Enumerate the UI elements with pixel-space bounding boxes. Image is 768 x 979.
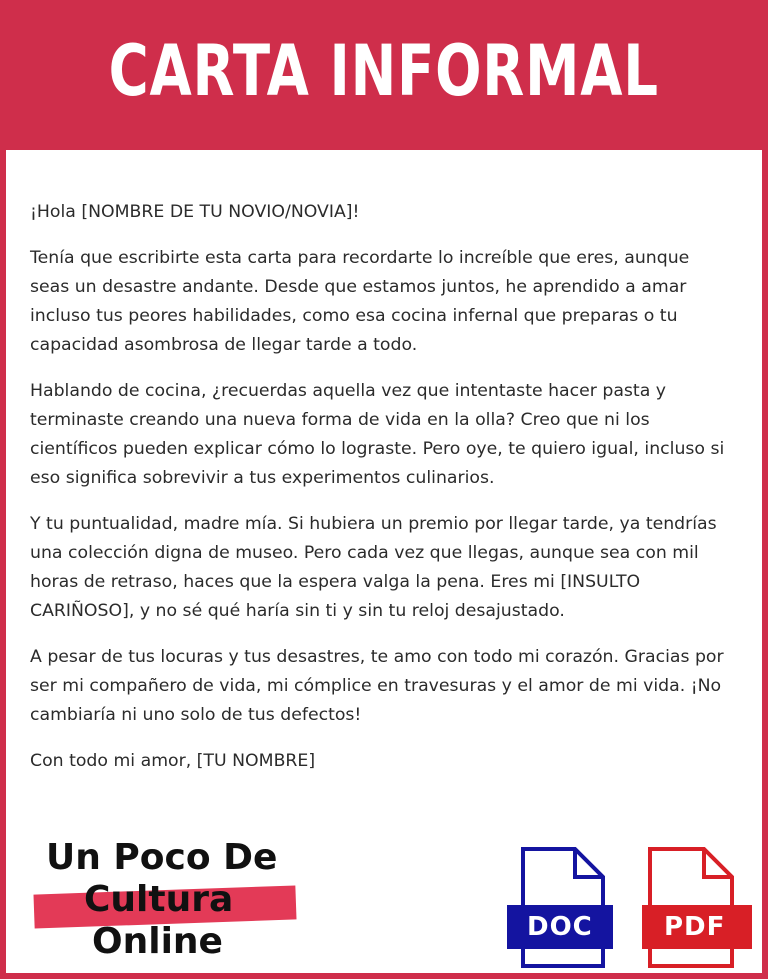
logo-line: Un Poco De (46, 837, 278, 878)
pdf-download-button[interactable] (638, 845, 756, 970)
pdf-label: PDF (664, 912, 726, 942)
letter-paragraph: Tenía que escribirte esta carta para recordarte lo increíble que eres, aunque seas un desastre andante. Desde que estamos juntos, he aprendido a amar incluso tus peores habilidades, como esa cocina infernal que preparas o tu capacidad asombrosa de llegar tarde a todo. (30, 248, 690, 355)
letter-closing: Con todo mi amor, [TU NOMBRE] (30, 751, 316, 771)
letter-paragraph: Y tu puntualidad, madre mía. Si hubiera un premio por llegar tarde, ya tendrías una colección digna de museo. Pero cada vez que llegas, aunque sea con mil horas de retraso, haces que la espera valga la pena. Eres mi [INSULTO CARIÑOSO], y no sé qué haría sin ti y sin tu reloj desajustado. (30, 514, 717, 621)
doc-label: DOC (527, 912, 593, 942)
doc-file-icon (505, 845, 615, 970)
letter-sheet (6, 150, 762, 973)
page-title: CARTA INFORMAL (108, 30, 660, 112)
doc-download-button[interactable] (505, 845, 615, 970)
logo-line: Cultura (84, 879, 234, 920)
letter-greeting: ¡Hola [NOMBRE DE TU NOVIO/NOVIA]! (30, 202, 360, 222)
letter-paragraph: A pesar de tus locuras y tus desastres, te amo con todo mi corazón. Gracias por ser mi compañero de vida, mi cómplice en travesuras y el amor de mi vida. ¡No cambiaría ni uno solo de tus defectos! (30, 647, 724, 725)
pdf-file-icon (638, 845, 756, 970)
letter-paragraph: Hablando de cocina, ¿recuerdas aquella vez que intentaste hacer pasta y terminaste creando una nueva forma de vida en la olla? Creo que ni los científicos pueden explicar cómo lo lograste. Pero oye, te quiero igual, incluso si eso significa sobrevivir a tus experimentos culinarios. (30, 381, 725, 488)
logo-line: Online (92, 921, 223, 962)
site-logo (34, 837, 314, 970)
letter-body (30, 198, 730, 793)
header-banner (0, 0, 768, 150)
